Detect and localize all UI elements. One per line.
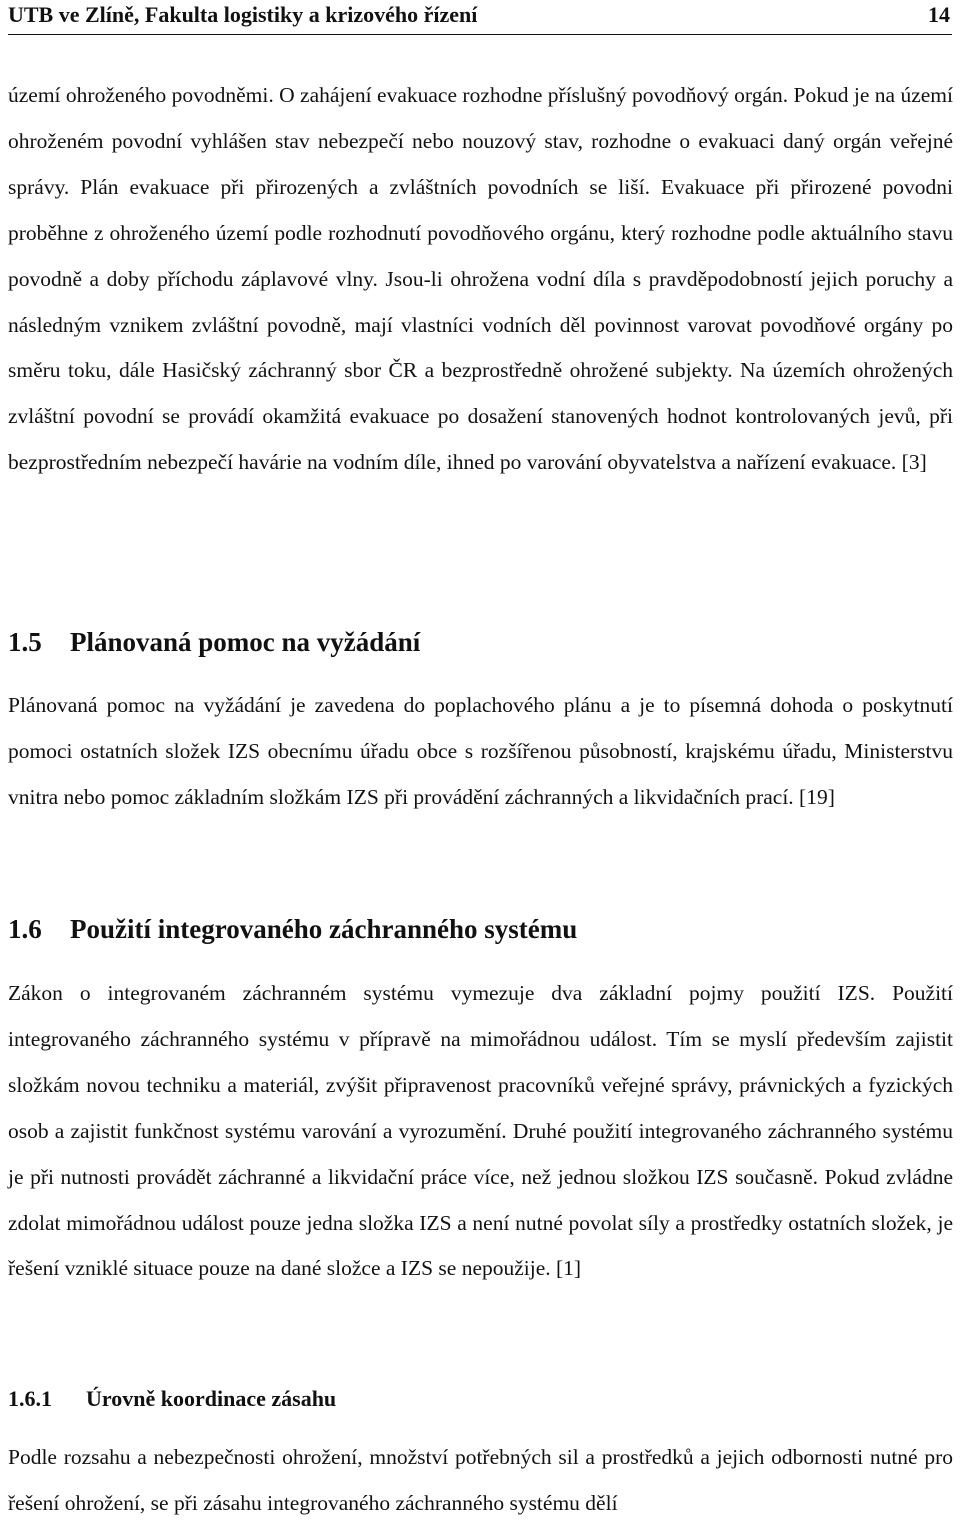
paragraph-urovne-koordinace: Podle rozsahu a nebezpečnosti ohrožení, množství potřebných sil a prostředků a jejich odbornosti nutné pro řešení ohrožení, se při zásahu integrovaného záchranného systému dělí [8, 1445, 953, 1515]
heading-number: 1.6 [8, 914, 42, 944]
heading-1-6-1 [8, 1385, 336, 1413]
page-number: 14 [928, 2, 950, 27]
heading-title: Úrovně koordinace zásahu [86, 1386, 337, 1411]
page-header [8, 0, 952, 35]
heading-title: Plánovaná pomoc na vyžádání [70, 627, 421, 657]
paragraph-pouziti-izs: Zákon o integrovaném záchranném systému vymezuje dva základní pojmy použití IZS. Použití integrovaného záchranného systému v přípravě na mimořádnou událost. Tím se myslí především zajistit složkám novou techniku a materiál, zvýšit připravenost pracovníků veřejné správy, právnických a fyzických osob a zajistit funkčnost systému varování a vyrozumění. Druhé použití integrovaného záchranného systému je při nutnosti provádět záchranné a likvidační práce více, než jednou složkou IZS současně. Pokud zvládne zdolat mimořádnou událost pouze jedna složka IZS a není nutné povolat síly a prostředky ostatních složek, je řešení vzniklé situace pouze na dané složce a IZS se nepoužije. [1] [8, 981, 953, 1281]
heading-1-5 [8, 626, 420, 658]
heading-title: Použití integrovaného záchranného systému [70, 914, 578, 944]
heading-number: 1.6.1 [8, 1386, 52, 1411]
header-title: UTB ve Zlíně, Fakulta logistiky a krizového řízení [8, 2, 478, 27]
heading-1-6 [8, 913, 577, 945]
paragraph-evakuace: území ohroženého povodněmi. O zahájení evakuace rozhodne příslušný povodňový orgán. Pokud je na území ohroženém povodní vyhlášen stav nebezpečí nebo nouzový stav, rozhodne o evakuaci daný orgán veřejné správy. Plán evakuace při přirozených a zvláštních povodních se liší. Evakuace při přirozené povodni proběhne z ohroženého území podle rozhodnutí povodňového orgánu, který rozhodne podle aktuálního stavu povodně a doby příchodu záplavové vlny. Jsou-li ohrožena vodní díla s pravděpodobností jejich poruchy a následným vznikem zvláštní povodně, mají vlastníci vodních děl povinnost varovat povodňové orgány po směru toku, dále Hasičský záchranný sbor ČR a bezprostředně ohrožené subjekty. Na územích ohrožených zvláštní povodní se provádí okamžitá evakuace po dosažení stanovených hodnot kontrolovaných jevů, při bezprostředním nebezpečí havárie na vodním díle, ihned po varování obyvatelstva a nařízení evakuace. [3] [8, 83, 953, 475]
heading-number: 1.5 [8, 627, 42, 657]
paragraph-planovana-pomoc: Plánovaná pomoc na vyžádání je zavedena do poplachového plánu a je to písemná dohoda o poskytnutí pomoci ostatních složek IZS obecnímu úřadu obce s rozšířenou působností, krajskému úřadu, Ministerstvu vnitra nebo pomoc základním složkám IZS při provádění záchranných a likvidačních prací. [19] [8, 693, 953, 809]
